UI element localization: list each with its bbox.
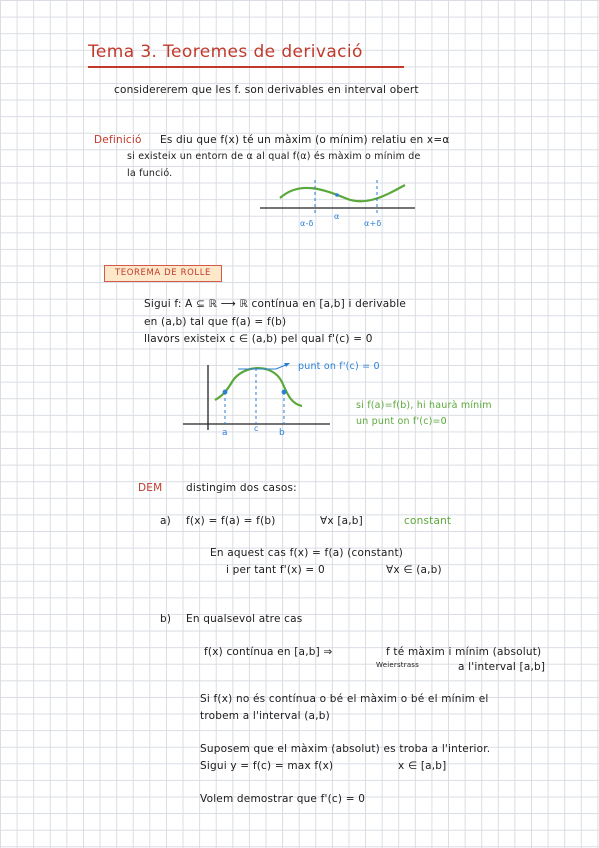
graph2-label-a: a	[222, 428, 228, 438]
case-b-sub-2: Si f(x) no és contínua o bé el màxim o bé el mínim el	[200, 693, 489, 705]
case-a-sub-2-forall: ∀x ∈ (a,b)	[386, 564, 442, 576]
case-a-sub-1: En aquest cas f(x) = f(a) (constant)	[210, 547, 404, 559]
graph2-label-c: c	[254, 424, 259, 433]
rolle-line-2: en (a,b) tal que f(a) = f(b)	[144, 316, 287, 328]
graph1-curve	[280, 185, 405, 201]
definition-line-3: la funció.	[127, 168, 173, 179]
graph1-label-right: α+δ	[364, 219, 382, 228]
rolle-line-3: llavors existeix c ∈ (a,b) pel qual f'(c) = 0	[144, 333, 373, 345]
case-b-sub-5-right: x ∈ [a,b]	[398, 760, 447, 772]
graph2-curve	[215, 368, 302, 406]
case-a-forall: ∀x [a,b]	[320, 515, 363, 527]
case-b-sub-4: Suposem que el màxim (absolut) es troba a l'interior.	[200, 743, 491, 755]
graph2-label-b: b	[279, 428, 285, 438]
intro-text: considererem que les f. son derivables en interval obert	[114, 84, 419, 96]
case-b-label: b)	[160, 613, 172, 625]
definition-line-1: Es diu que f(x) té un màxim (o mínim) relatiu en x=α	[160, 134, 450, 146]
definition-label: Definició	[94, 134, 142, 146]
case-b-sub-1: f(x) contínua en [a,b] ⇒	[204, 646, 333, 658]
case-b-sub-1-right: f té màxim i mínim (absolut)	[386, 646, 542, 658]
definition-line-2: si existeix un entorn de α al qual f(α) és màxim o mínim de	[127, 151, 421, 162]
case-a-constant: constant	[404, 515, 452, 527]
graph1-mid-dot	[335, 193, 339, 197]
dem-label: DEM	[138, 482, 163, 494]
case-b-sub-5: Sigui y = f(c) = max f(x)	[200, 760, 334, 772]
graph2-note-2: un punt on f'(c)=0	[356, 416, 447, 427]
rolle-graph	[180, 360, 340, 440]
graph2-annotation: punt on f'(c) = 0	[298, 361, 380, 372]
rolle-theorem-box: TEOREMA DE ROLLE	[104, 265, 222, 282]
rolle-line-1: Sigui f: A ⊆ ℝ ⟶ ℝ contínua en [a,b] i derivable	[144, 298, 406, 310]
graph2-note-1: si f(a)=f(b), hi haurà mínim	[356, 400, 492, 411]
case-b-weierstrass: Weierstrass	[376, 661, 420, 669]
case-b-line: En qualsevol atre cas	[186, 613, 303, 625]
page-title: Tema 3. Teoremes de derivació	[88, 42, 363, 62]
relative-extremum-graph	[255, 180, 425, 235]
graph1-label-left: α-δ	[300, 219, 314, 228]
case-a-equation: f(x) = f(a) = f(b)	[186, 515, 276, 527]
case-a-sub-2: i per tant f'(x) = 0	[226, 564, 325, 576]
title-underline	[88, 66, 404, 68]
case-a-label: a)	[160, 515, 171, 527]
dem-intro: distingim dos casos:	[186, 482, 297, 494]
case-b-sub-6: Volem demostrar que f'(c) = 0	[200, 793, 366, 805]
case-b-sub-3: trobem a l'interval (a,b)	[200, 710, 330, 722]
case-b-sub-1-interval: a l'interval [a,b]	[458, 661, 546, 673]
graph1-label-mid: α	[334, 212, 340, 221]
